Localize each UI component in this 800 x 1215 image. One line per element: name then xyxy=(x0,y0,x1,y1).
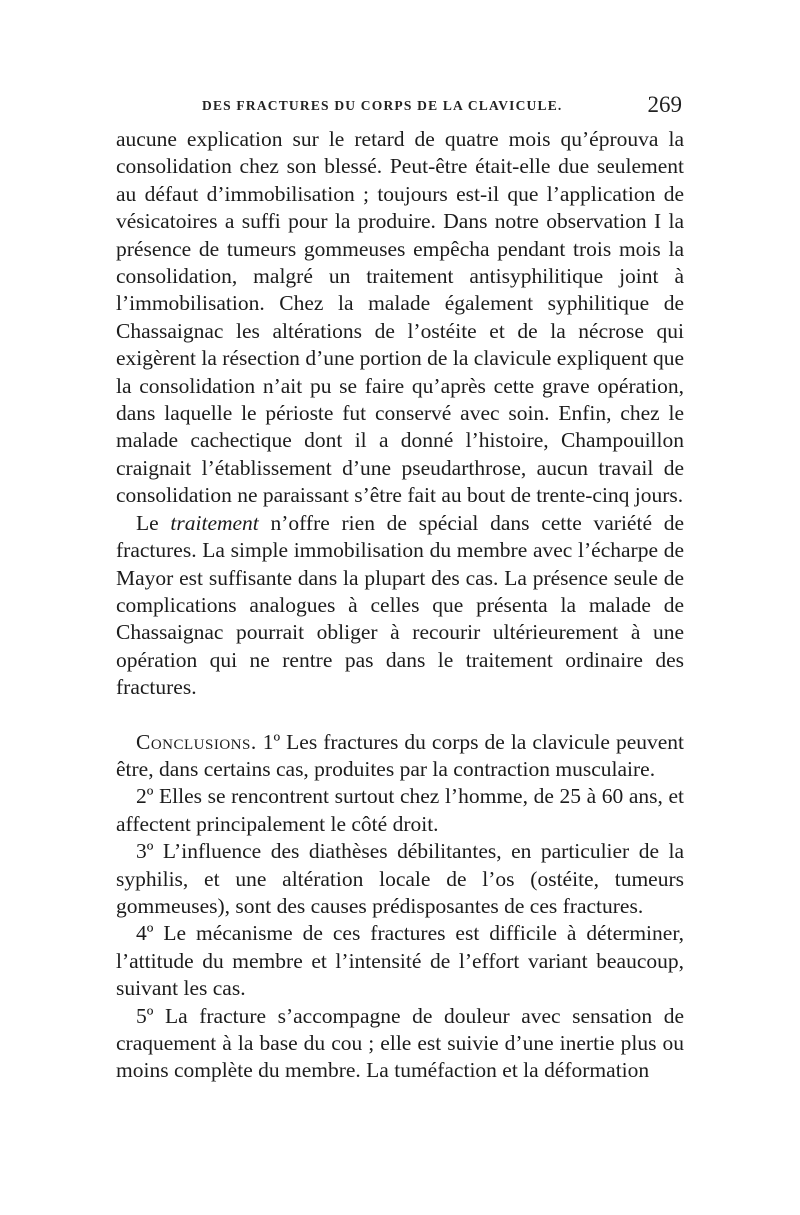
conclusion-3: 3º L’influence des diathèses débilitantes, en particulier de la syphilis, et une altération locale de l’os (ostéite, tumeurs gommeuses), sont des causes prédisposantes de ces fractures. xyxy=(116,839,684,918)
book-page xyxy=(116,92,684,1085)
conclusion-5: 5º La fracture s’accompagne de douleur avec sensation de craquement à la base du cou ; elle est suivie d’une inertie plus ou moins complète du membre. La tuméfaction et la déformation xyxy=(116,1003,684,1083)
body-text xyxy=(116,126,684,1085)
traitement-term: traitement xyxy=(170,510,259,535)
conclusion-1 xyxy=(116,729,684,784)
conclusions-label: Conclusions. xyxy=(136,729,257,754)
paragraph-traitement xyxy=(116,510,684,702)
conclusion-1-text: 1º Les fractures du corps de la clavicule peuvent être, dans certains cas, produites par la contraction musculaire. xyxy=(116,729,684,781)
traitement-lead: Le xyxy=(136,510,171,535)
running-title: DES FRACTURES DU CORPS DE LA CLAVICULE. xyxy=(202,98,563,113)
page-number: 269 xyxy=(647,92,682,117)
traitement-text: n’offre rien de spécial dans cette variété de fractures. La simple immobilisation du membre avec l’écharpe de Mayor est suffisante dans la plupart des cas. La présence seule de complications analogues à celles que présenta la malade de Chassaignac pourrait obliger à recourir ultérieurement à une opération qui ne rentre pas dans le traitement ordinaire des fractures. xyxy=(116,510,684,700)
conclusion-2: 2º Elles se rencontrent surtout chez l’homme, de 25 à 60 ans, et affectent principalement le côté droit. xyxy=(116,784,684,836)
running-head xyxy=(116,92,684,126)
conclusion-4: 4º Le mécanisme de ces fractures est difficile à déterminer, l’attitude du membre et l’intensité de l’effort variant beaucoup, suivant les cas. xyxy=(116,921,684,1001)
paragraph-continuation: aucune explication sur le retard de quatre mois qu’éprouva la consolidation chez son blessé. Peut-être était-elle due seulement au défaut d’immobilisation ; toujours est-il que l’application de vésicatoires a suffi pour la produire. Dans notre observation I la présence de tumeurs gommeuses empêcha pendant trois mois la consolidation, malgré un traitement antisyphilitique joint à l’immobilisation. Chez la malade également syphilitique de Chassaignac les altérations de l’ostéite et de la nécrose qui exigèrent la résection d’une portion de la clavicule expliquent que la consolidation n’ait pu se faire qu’après cette grave opération, dans laquelle le périoste fut conservé avec soin. Enfin, chez le malade cachectique dont il a donné l’histoire, Champouillon craignait l’établissement d’une pseudarthrose, aucun travail de consolidation ne paraissant s’être fait au bout de trente-cinq jours. xyxy=(116,127,684,508)
